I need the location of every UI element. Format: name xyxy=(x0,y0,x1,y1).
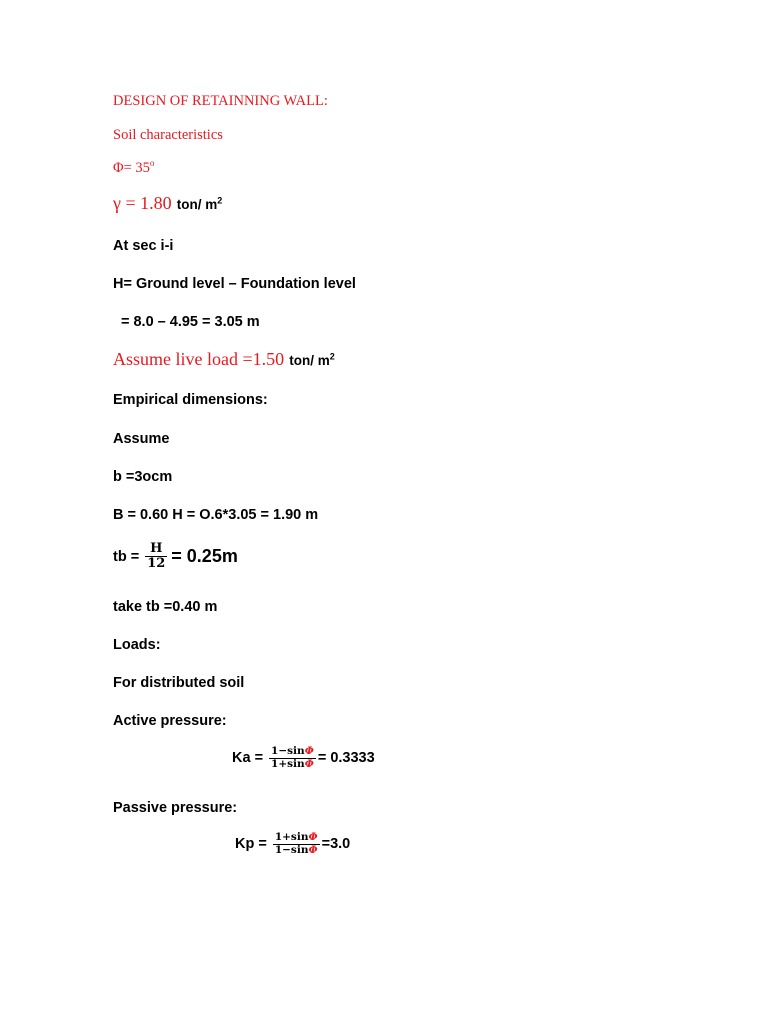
b-line: b =3ocm xyxy=(113,469,173,485)
live-load-line xyxy=(113,349,335,370)
gamma-value: γ = 1.80 xyxy=(113,193,172,213)
section-label: At sec i-i xyxy=(113,238,174,254)
empirical-heading: Empirical dimensions: xyxy=(113,392,268,408)
ka-formula xyxy=(232,746,375,770)
gamma-line xyxy=(113,193,222,214)
loads-heading: Loads: xyxy=(113,637,161,653)
tb-fraction xyxy=(145,542,167,572)
take-tb-line: take tb =0.40 m xyxy=(113,599,218,615)
phi-line xyxy=(113,160,154,177)
tb-lhs: tb = xyxy=(113,548,140,565)
kp-denominator: 1−sinΦ xyxy=(274,843,318,856)
h-calculation: = 8.0 – 4.95 = 3.05 m xyxy=(121,314,260,330)
live-load-value: Assume live load =1.50 xyxy=(113,349,285,369)
ka-result: = 0.3333 xyxy=(317,750,375,767)
ka-numerator: 1−sinΦ xyxy=(271,745,314,757)
phi-degree: o xyxy=(149,158,155,169)
kp-fraction xyxy=(273,832,320,856)
live-load-unit: ton/ $m^2$ xyxy=(289,351,335,368)
ka-denominator: 1+sinΦ xyxy=(271,757,314,770)
soil-heading: Soil characteristics xyxy=(113,127,223,143)
kp-result: =3.0 xyxy=(321,836,351,853)
tb-denominator: 12 xyxy=(147,556,166,572)
gamma-unit: ton/ $m^2$ xyxy=(176,195,223,212)
tb-numerator: H xyxy=(150,541,163,556)
h-definition: H= Ground level – Foundation level xyxy=(113,276,356,292)
big-b-line: B = 0.60 H = O.6*3.05 = 1.90 m xyxy=(113,507,319,523)
kp-numerator: 1+sinΦ xyxy=(274,831,318,843)
tb-formula xyxy=(113,542,238,572)
ka-lhs: Ka = xyxy=(232,750,264,767)
kp-formula xyxy=(235,832,350,856)
active-pressure-heading: Active pressure: xyxy=(113,713,227,729)
doc-title: DESIGN OF RETAINNING WALL: xyxy=(113,93,328,109)
phi-text: Φ= 35 xyxy=(113,160,150,176)
distributed-soil-label: For distributed soil xyxy=(113,675,245,691)
ka-fraction xyxy=(269,746,316,770)
passive-pressure-heading: Passive pressure: xyxy=(113,800,238,816)
assume-label: Assume xyxy=(113,431,170,447)
kp-lhs: Kp = xyxy=(235,836,267,853)
tb-result: = 0.25m xyxy=(171,546,238,567)
